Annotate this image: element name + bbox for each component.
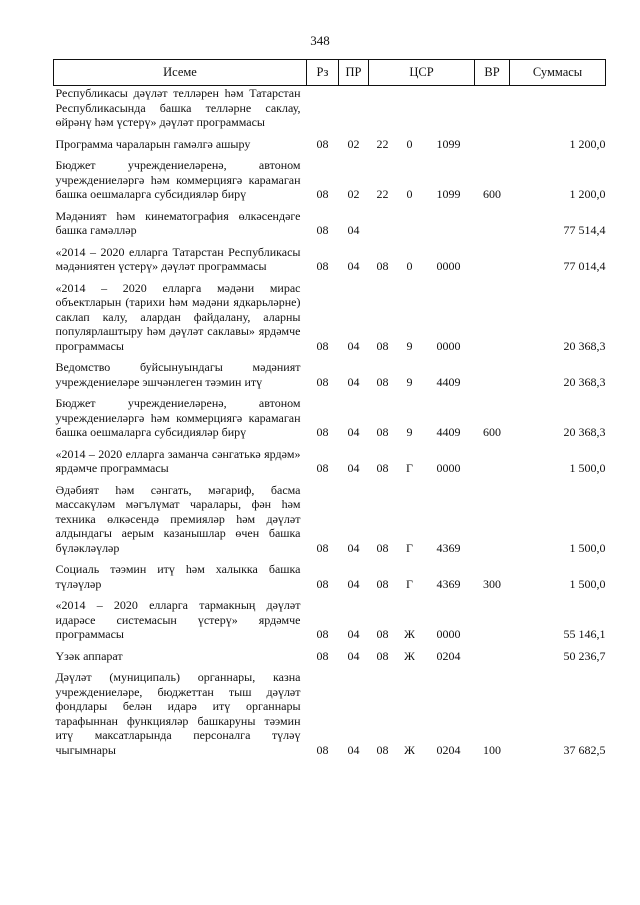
- cell-csr-subprogram: [397, 86, 423, 137]
- cell-name: Бюджет учреждениеләренә, автоном учреждениеләргә һәм коммерциягә карамаган башка оешмаларга субсидияләр бирү: [55, 396, 301, 439]
- cell-vr: [475, 209, 510, 245]
- cell-vr: [475, 483, 510, 563]
- table-header-row: [54, 60, 606, 86]
- header-sum: Суммасы: [510, 60, 606, 86]
- cell-vr: [475, 137, 510, 159]
- cell-sum: 55 146,1: [563, 627, 606, 641]
- table-row: [54, 649, 606, 671]
- cell-name: «2014 – 2020 елларга мәдәни мирас объектларын (тарихи һәм мәдәни ядкарьләрне) саклап калу, алардан файдалану, аларны популярлаштыру һәм дәүләт саклавы» ярдәмче программасы: [55, 280, 301, 353]
- cell-csr-program: 08: [376, 540, 389, 555]
- cell-csr-program: 08: [376, 425, 389, 439]
- cell-csr-program: 22: [376, 136, 389, 151]
- cell-sum: 1 500,0: [569, 540, 606, 555]
- cell-csr-subprogram: 0: [406, 187, 413, 201]
- cell-csr-subprogram: 0: [406, 259, 413, 273]
- table-row: [54, 158, 606, 209]
- cell-rz: 08: [316, 648, 329, 663]
- table-row: [54, 245, 606, 281]
- cell-csr-program: 08: [376, 627, 389, 641]
- cell-sum: 20 368,3: [563, 338, 606, 353]
- cell-csr-program: 08: [376, 338, 389, 353]
- cell-csr-program: 22: [376, 187, 389, 201]
- cell-csr-direction: 1099: [436, 187, 461, 201]
- table-row: [54, 86, 606, 137]
- cell-pr: 04: [347, 576, 360, 591]
- cell-name: Республикасы дәүләт телләрен һәм Татарстан Республикасында башка телләрне саклау, өйрәнү һәм үстерү» дәүләт программасы: [55, 86, 301, 129]
- header-csr: ЦСР: [369, 60, 475, 86]
- table-row: [54, 483, 606, 563]
- cell-csr-program: [369, 209, 397, 245]
- cell-pr: 04: [347, 648, 360, 663]
- cell-csr-subprogram: Г: [406, 540, 413, 555]
- cell-sum: 1 200,0: [569, 187, 606, 201]
- page-number: 348: [310, 33, 330, 48]
- cell-vr: 600: [483, 187, 502, 201]
- cell-csr-program: 08: [376, 648, 389, 663]
- cell-pr: 04: [347, 461, 360, 475]
- cell-rz: 08: [316, 425, 329, 439]
- cell-csr-program: 08: [376, 742, 389, 757]
- cell-name: Социаль тәэмин итү һәм халыкка башка түләүләр: [55, 562, 301, 591]
- cell-csr-direction: 0000: [436, 461, 461, 475]
- table-row: [54, 137, 606, 159]
- cell-csr-program: 08: [376, 374, 389, 389]
- cell-sum: 20 368,3: [563, 374, 606, 389]
- cell-csr-direction: 0204: [436, 742, 461, 757]
- cell-sum: 77 014,4: [563, 259, 606, 273]
- header-pr: ПР: [339, 60, 369, 86]
- cell-csr-subprogram: 9: [406, 425, 413, 439]
- cell-vr: [475, 598, 510, 649]
- cell-pr: 02: [347, 187, 360, 201]
- table-row: [54, 447, 606, 483]
- table-row: [54, 209, 606, 245]
- cell-pr: 04: [347, 627, 360, 641]
- cell-name: Үзәк аппарат: [55, 648, 123, 663]
- cell-csr-direction: 4369: [436, 576, 461, 591]
- cell-csr-subprogram: 0: [406, 136, 413, 151]
- header-rz: Рз: [307, 60, 339, 86]
- table-row: [54, 598, 606, 649]
- cell-rz: 08: [316, 136, 329, 151]
- cell-rz: 08: [316, 223, 329, 237]
- cell-pr: 04: [347, 742, 360, 757]
- cell-vr: 600: [483, 425, 502, 439]
- cell-rz: 08: [316, 338, 329, 353]
- header-name: Исеме: [54, 60, 307, 86]
- cell-csr-direction: 0204: [436, 648, 461, 663]
- cell-csr-direction: 4409: [436, 374, 461, 389]
- cell-sum: [510, 86, 606, 137]
- cell-csr-subprogram: Г: [406, 461, 413, 475]
- cell-vr: [475, 447, 510, 483]
- cell-csr-direction: 0000: [436, 338, 461, 353]
- table-row: [54, 562, 606, 598]
- cell-rz: [307, 86, 339, 137]
- header-vr: ВР: [475, 60, 510, 86]
- cell-csr-direction: 0000: [436, 259, 461, 273]
- cell-csr-direction: 0000: [436, 627, 461, 641]
- cell-sum: 1 500,0: [569, 576, 606, 591]
- cell-name: Ведомство буйсынуындагы мәдәният учреждениеләре эшчәнлеген тәэмин итү: [55, 360, 301, 389]
- cell-rz: 08: [316, 461, 329, 475]
- cell-pr: 04: [347, 338, 360, 353]
- cell-name: «2014 – 2020 елларга тармакның дәүләт идарәсе системасын үстерү» ярдәмче программасы: [55, 598, 301, 641]
- cell-sum: 20 368,3: [563, 425, 606, 439]
- cell-vr: [475, 245, 510, 281]
- cell-name: «2014 – 2020 елларга заманча сәнгатькә ярдәм» ярдәмче программасы: [55, 446, 301, 475]
- cell-name: Программа чараларын гамәлгә ашыру: [55, 136, 251, 151]
- cell-rz: 08: [316, 742, 329, 757]
- cell-sum: 37 682,5: [563, 742, 606, 757]
- table-row: [54, 281, 606, 361]
- cell-vr: [475, 86, 510, 137]
- cell-name: «2014 – 2020 елларга Татарстан Республикасы мәдәниятен үстерү» дәүләт программасы: [55, 244, 301, 273]
- cell-csr-program: [369, 86, 397, 137]
- cell-vr: [475, 360, 510, 396]
- cell-pr: 04: [347, 425, 360, 439]
- cell-pr: 04: [347, 540, 360, 555]
- cell-csr-direction: [423, 86, 475, 137]
- table-row: [54, 396, 606, 447]
- cell-pr: 02: [347, 136, 360, 151]
- table-row: [54, 670, 606, 764]
- table-row: [54, 360, 606, 396]
- cell-csr-direction: [423, 209, 475, 245]
- cell-csr-subprogram: 9: [406, 338, 413, 353]
- cell-csr-program: 08: [376, 576, 389, 591]
- cell-vr: 300: [483, 576, 502, 591]
- cell-csr-subprogram: [397, 209, 423, 245]
- cell-name: Бюджет учреждениеләренә, автоном учреждениеләргә һәм коммерциягә карамаган башка оешмаларга субсидияләр бирү: [55, 158, 301, 201]
- cell-vr: 100: [483, 742, 502, 757]
- cell-csr-direction: 4369: [436, 540, 461, 555]
- cell-sum: 77 514,4: [563, 223, 606, 237]
- cell-rz: 08: [316, 374, 329, 389]
- cell-csr-subprogram: Г: [406, 576, 413, 591]
- cell-csr-direction: 4409: [436, 425, 461, 439]
- cell-csr-subprogram: Ж: [404, 742, 415, 757]
- cell-pr: 04: [347, 223, 360, 237]
- budget-table: [53, 59, 606, 764]
- cell-rz: 08: [316, 259, 329, 273]
- cell-csr-subprogram: Ж: [404, 648, 415, 663]
- cell-csr-subprogram: Ж: [404, 627, 415, 641]
- cell-sum: 50 236,7: [563, 648, 606, 663]
- cell-csr-program: 08: [376, 259, 389, 273]
- cell-name: Мәдәният һәм кинематография өлкәсендәге башка гамәлләр: [55, 208, 301, 237]
- cell-rz: 08: [316, 540, 329, 555]
- cell-rz: 08: [316, 627, 329, 641]
- cell-vr: [475, 281, 510, 361]
- cell-sum: 1 200,0: [569, 136, 606, 151]
- cell-csr-program: 08: [376, 461, 389, 475]
- cell-sum: 1 500,0: [569, 461, 606, 475]
- cell-name: Әдәбият һәм сәнгать, мәгариф, басма массакүләм мәгълүмат чаралары, фән һәм техника өлкәсендә премияләр һәм дәүләт алдындагы аерым казанышлар өчен башка бүләкләүләр: [55, 482, 301, 555]
- cell-csr-subprogram: 9: [406, 374, 413, 389]
- cell-rz: 08: [316, 576, 329, 591]
- cell-vr: [475, 649, 510, 671]
- cell-pr: 04: [347, 259, 360, 273]
- cell-rz: 08: [316, 187, 329, 201]
- cell-name: Дәүләт (муниципаль) органнары, казна учреждениеләре, бюджеттан тыш дәүләт фондлары белән идарә итү органнары тарафыннан функцияләр башкаруны тәэмин итү максатларында персоналга түләү чыгымнары: [55, 670, 301, 757]
- cell-csr-direction: 1099: [436, 136, 461, 151]
- cell-pr: [339, 86, 369, 137]
- cell-pr: 04: [347, 374, 360, 389]
